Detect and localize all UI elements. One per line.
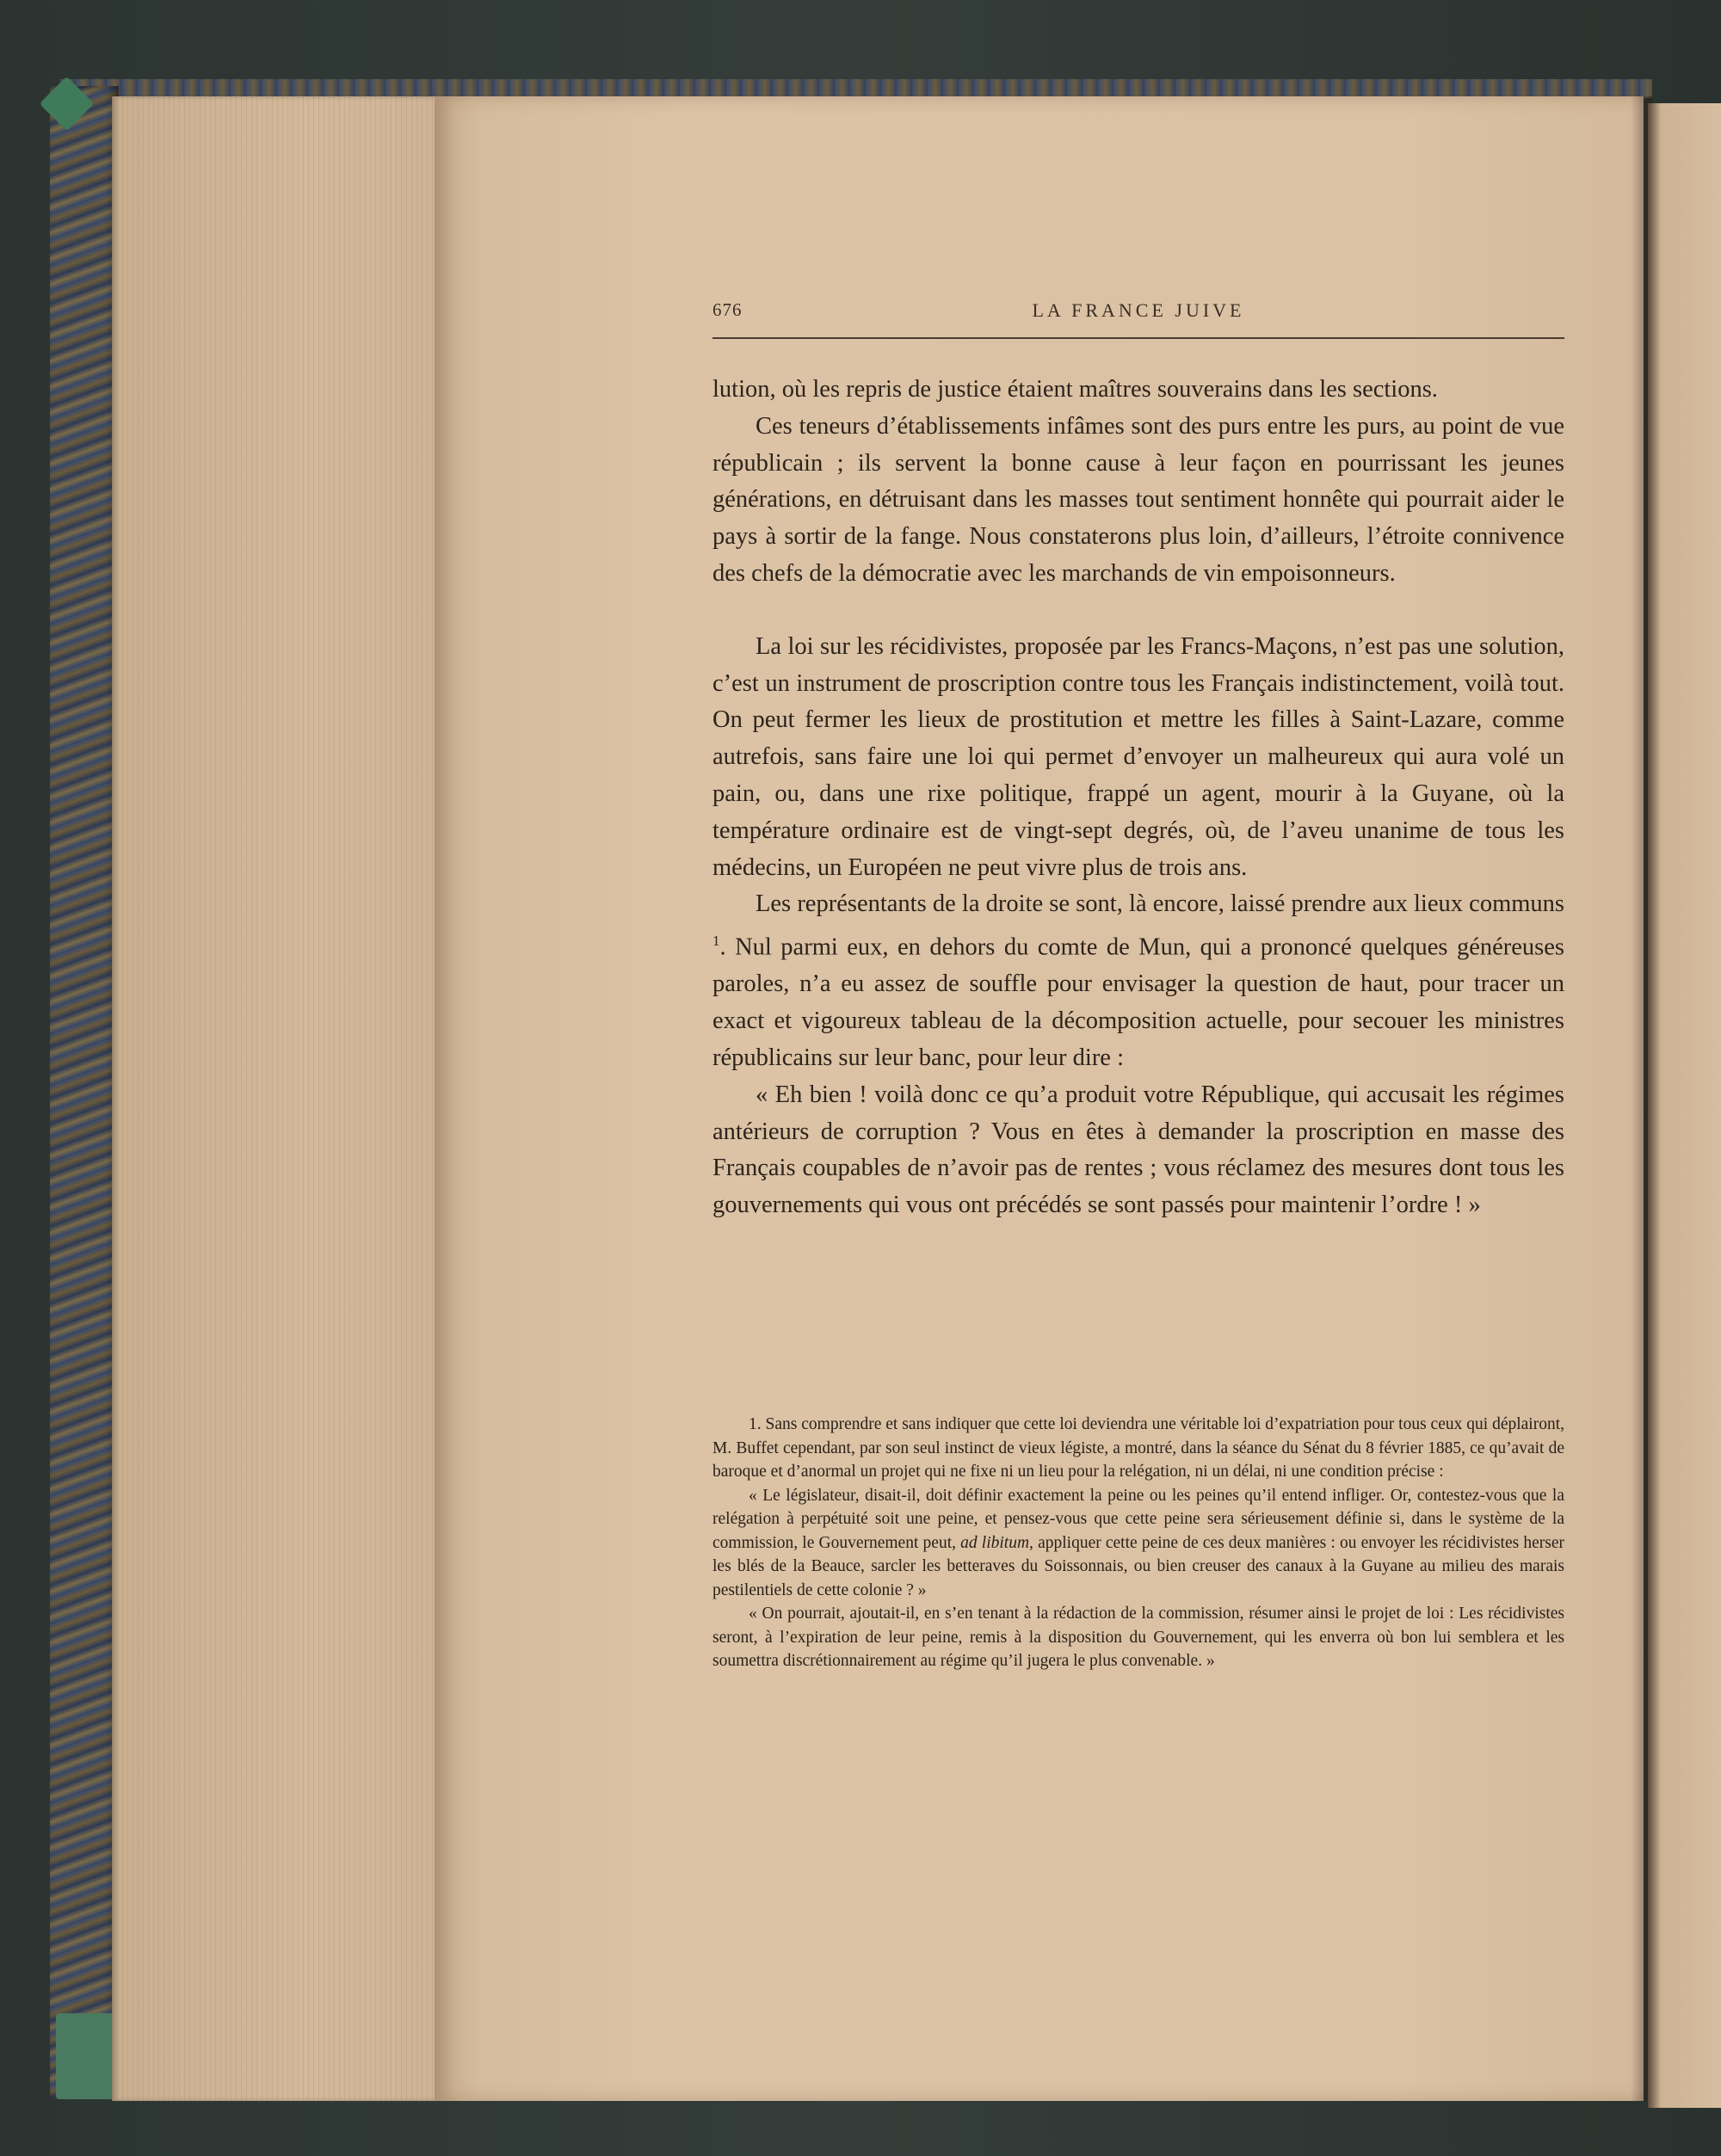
main-text bbox=[712, 372, 1564, 1224]
paragraph-text: . Nul parmi eux, en dehors du comte de Mun, qui a prononcé quelques généreuses paroles, n’a eu assez de souffle pour envisager la question de haut, pour tracer un exact et vigoureux tableau de la décomposition actuelle, pour secouer les ministres républicains sur leur banc, pour leur dire : bbox=[712, 933, 1564, 1072]
header-rule bbox=[712, 337, 1564, 339]
paragraph: Ces teneurs d’établissements infâmes sont des purs entre les purs, au point de vue républicain ; ils servent la bonne cause à leur façon en pourrissant les jeunes générations, en détruisant dans les masses tout sentiment honnête qui pourrait aider le pays à sortir de la fange. Nous constaterons plus loin, d’ailleurs, l’étroite connivence des chefs de la démocratie avec les marchands de vin empoisonneurs. bbox=[712, 412, 1564, 587]
running-title: LA FRANCE JUIVE bbox=[1032, 299, 1245, 321]
paragraph-continuation: lution, où les repris de justice étaient maîtres souverains dans les sections. bbox=[712, 376, 1438, 403]
paragraph-text: Les représentants de la droite se sont, là encore, laissé prendre aux lieux communs bbox=[756, 890, 1564, 918]
footnote-quote: « On pourrait, ajoutait-il, en s’en tenant à la rédaction de la commission, résumer ainsi le projet de loi : Les récidivistes seront, à l’expiration de leur peine, remis à la disposition du Gouvernement, qui les enverra où bon lui semblera et les soumettra discrétionnairement au régime qu’il jugera le plus convenable. » bbox=[712, 1605, 1564, 1670]
quotation-paragraph: « Eh bien ! voilà donc ce qu’a produit votre République, qui accusait les régimes antérieurs de corruption ? Vous en êtes à demander la proscription en masse des Français coupables de n’avoir pas de rentes ; vous réclamez des mesures dont tous les gouvernements qui vous ont précédés se sont passés pour maintenir l’ordre ! » bbox=[712, 1081, 1564, 1219]
paragraph bbox=[712, 886, 1564, 1076]
footnote-text: Sans comprendre et sans indiquer que cette loi deviendra une véritable loi d’expatriation pour tous ceux qui déplairont, M. Buffet cependant, par son seul instinct de vieux légiste, a montré, dans la séance du Sénat du 8 février 1885, ce qu’avait de baroque et d’anormal un projet qui ne fixe ni un lieu pour la relégation, ni un délai, ni une condition précise : bbox=[712, 1415, 1564, 1481]
page-header bbox=[712, 299, 1564, 334]
footnote-reference: 1 bbox=[712, 933, 720, 950]
page-number: 676 bbox=[712, 299, 743, 320]
footnote-number: 1. bbox=[749, 1415, 762, 1433]
footnote bbox=[712, 1413, 1564, 1484]
footnote-quote bbox=[712, 1484, 1564, 1603]
page-stack-edges bbox=[112, 96, 439, 2101]
footnote-text: « Le législateur, disait-il, doit définir exactement la peine ou les peines qu’il entend infliger. Or, contestez-vous que la relégation à perpétuité soit une peine, et pensez-vous que cette peine sera sérieusement définie si, dans le système de la commission, le Gouvernement peut, bbox=[712, 1486, 1564, 1552]
footnote-text: , appliquer cette peine de ces deux manières : ou envoyer les récidivistes herser les blés de la Beauce, sarcler les betteraves du Soissonnais, ou bien creuser des canaux à la Guyane au milieu des marais pestilentiels de cette colonie ? » bbox=[712, 1533, 1564, 1599]
facing-page-sliver bbox=[1648, 103, 1721, 2108]
latin-phrase: ad libitum bbox=[960, 1533, 1030, 1552]
paragraph: La loi sur les récidivistes, proposée par les Francs-Maçons, n’est pas une solution, c’est un instrument de proscription contre tous les Français indistinctement, voilà tout. On peut fermer les lieux de prostitution et mettre les filles à Saint-Lazare, comme autrefois, sans faire une loi qui permet d’envoyer un malheureux qui aura volé un pain, ou, dans une rixe politique, frappé un agent, mourir à la Guyane, où la température ordinaire est de vingt-sept degrés, où, de l’aveu unanime de tous les médecins, un Européen ne peut vivre plus de trois ans. bbox=[712, 632, 1564, 881]
book-cover-marbled-edge bbox=[50, 86, 119, 2099]
book-corner-bottom bbox=[56, 2013, 116, 2099]
book-cover-top-edge bbox=[60, 79, 1652, 98]
footnotes bbox=[712, 1413, 1564, 1673]
